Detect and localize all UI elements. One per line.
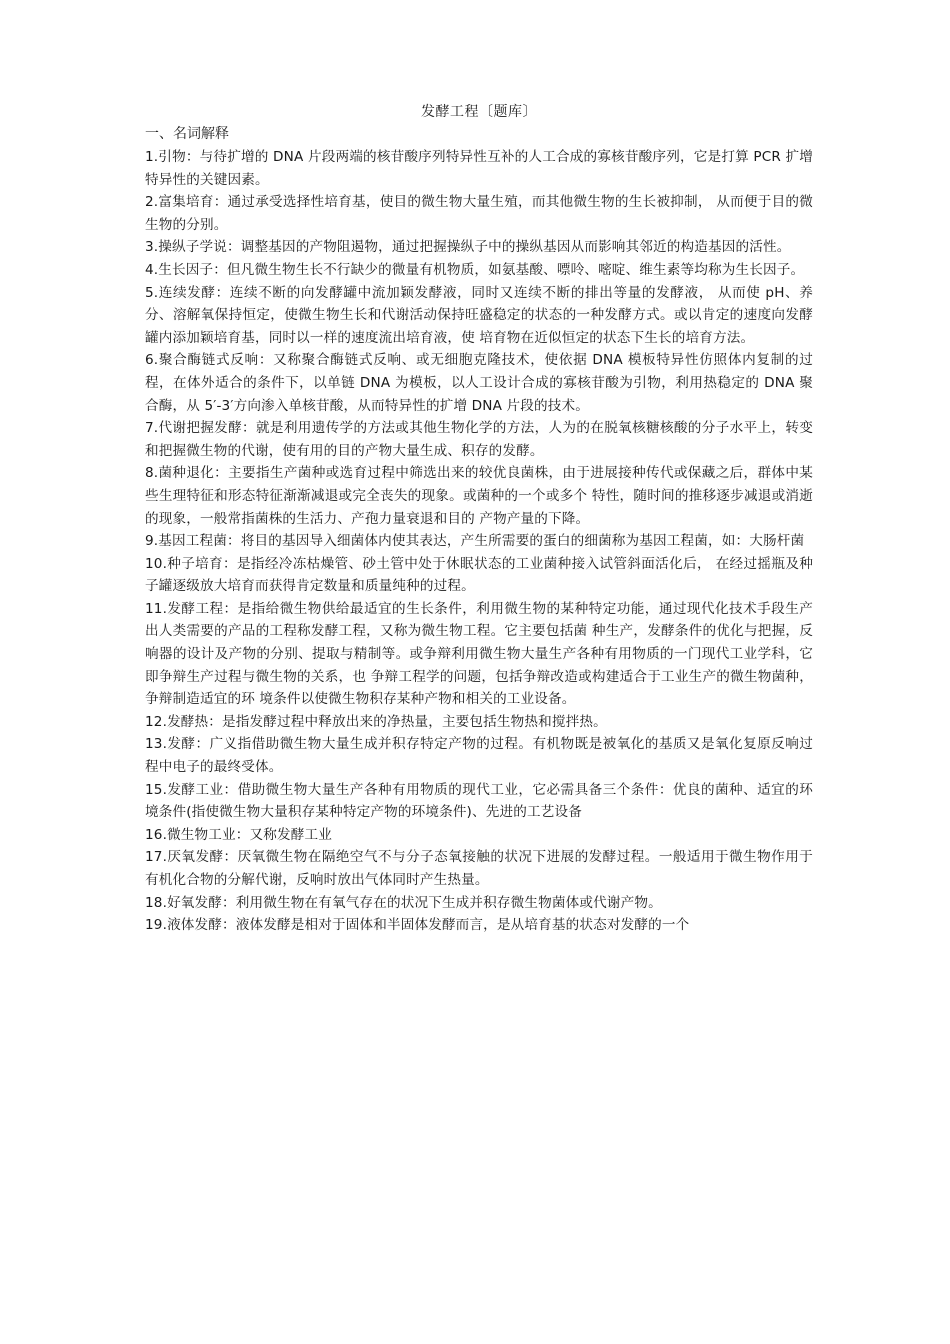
definition-entry: 11.发酵工程：是指给微生物供给最适宜的生长条件，利用微生物的某种特定功能，通过现代化技术手段生产出人类需要的产品的工程称发酵工程，又称为微生物工程。它主要包括菌 种生产，发酵条件的优化与把握，反响器的设计及产物的分别、提取与精制等。或争辩利用微生物大量生产各种有用物质的一门现代工业学科，它即争辩生产过程与微生物的关系，也 争辩工程学的问题，包括争辩改造或构建适合于工业生产的微生物菌种，争辩制造适宜的环 境条件以使微生物积存某种产物和相关的工业设备。 (145, 600, 813, 708)
definition-entry: 12.发酵热：是指发酵过程中释放出来的净热量，主要包括生物热和搅拌热。 (145, 713, 607, 730)
definition-entry: 7.代谢把握发酵：就是利用遗传学的方法或其他生物化学的方法，人为的在脱氧核糖核酸的分子水平上，转变和把握微生物的代谢，使有用的目的产物大量生成、积存的发酵。 (145, 420, 813, 459)
definition-entry: 18.好氧发酵：利用微生物在有氧气存在的状况下生成并积存微生物菌体或代谢产物。 (145, 894, 662, 911)
definition-entry: 1.引物：与待扩增的 DNA 片段两端的核苷酸序列特异性互补的人工合成的寡核苷酸序列，它是打算 PCR 扩增特异性的关键因素。 (145, 149, 813, 188)
document-title: 发酵工程〔题库〕 (421, 104, 537, 120)
definition-entry: 10.种子培育：是指经冷冻枯燥管、砂土管中处于休眠状态的工业菌种接入试管斜面活化后， 在经过摇瓶及种子罐逐级放大培育而获得肯定数量和质量纯种的过程。 (145, 555, 813, 595)
definition-entry: 15.发酵工业：借助微生物大量生产各种有用物质的现代工业，它必需具备三个条件：优良的菌种、适宜的环境条件(指使微生物大量积存某种特定产物的环境条件)、先进的工艺设备 (145, 781, 813, 821)
definition-entry: 19.液体发酵：液体发酵是相对于固体和半固体发酵而言，是从培育基的状态对发酵的一个 (145, 917, 690, 934)
definition-entry: 13.发酵：广义指借助微生物大量生成并积存特定产物的过程。有机物既是被氧化的基质又是氧化复原反响过程中电子的最终受体。 (145, 736, 813, 776)
definitions-list (145, 146, 813, 937)
definition-entry: 5.连续发酵：连续不断的向发酵罐中流加颖发酵液，同时又连续不断的排出等量的发酵液， 从而使 pH、养分、溶解氧保持恒定，使微生物生长和代谢活动保持旺盛稳定的状态的一种发酵方式。或以肯定的速度向发酵罐内添加颖培育基，同时以一样的速度流出培育液，使 培育物在近似恒定的状态下生长的培育方法。 (145, 284, 813, 346)
definition-entry: 6.聚合酶链式反响：又称聚合酶链式反响、或无细胞克隆技术，使依据 DNA 模板特异性仿照体内复制的过程，在体外适合的条件下，以单链 DNA 为模板，以人工设计合成的寡核苷酸为引物，利用热稳定的 DNA 聚合酶，从 5′-3′方向渗入单核苷酸，从而特异性的扩增 DNA 片段的技术。 (145, 352, 813, 414)
definition-entry: 4.生长因子：但凡微生物生长不行缺少的微量有机物质，如氨基酸、嘌呤、嘧啶、维生素等均称为生长因子。 (145, 261, 805, 278)
definition-entry: 9.基因工程菌：将目的基因导入细菌体内使其表达，产生所需要的蛋白的细菌称为基因工程菌，如：大肠杆菌 (145, 533, 805, 550)
definition-entry: 8.菌种退化：主要指生产菌种或选育过程中筛选出来的较优良菌株，由于进展接种传代或保藏之后，群体中某些生理特征和形态特征渐渐减退或完全丧失的现象。或菌种的一个或多个 特性，随时间的推移逐步减退或消逝的现象，一般常指菌株的生活力、产孢力量衰退和目的 产物产量的下降。 (145, 465, 813, 527)
definition-entry: 16.微生物工业：又称发酵工业 (145, 826, 332, 843)
document-body (145, 102, 813, 937)
definition-entry: 17.厌氧发酵：厌氧微生物在隔绝空气不与分子态氧接触的状况下进展的发酵过程。一般适用于微生物作用于有机化合物的分解代谢，反响时放出气体同时产生热量。 (145, 849, 813, 888)
definition-entry: 3.操纵子学说：调整基因的产物阻遏物，通过把握操纵子中的操纵基因从而影响其邻近的构造基因的活性。 (145, 239, 791, 256)
definition-entry: 2.富集培育：通过承受选择性培育基，使目的微生物大量生殖，而其他微生物的生长被抑制， 从而便于目的微生物的分别。 (145, 194, 813, 233)
section-heading: 一、名词解释 (145, 126, 229, 142)
